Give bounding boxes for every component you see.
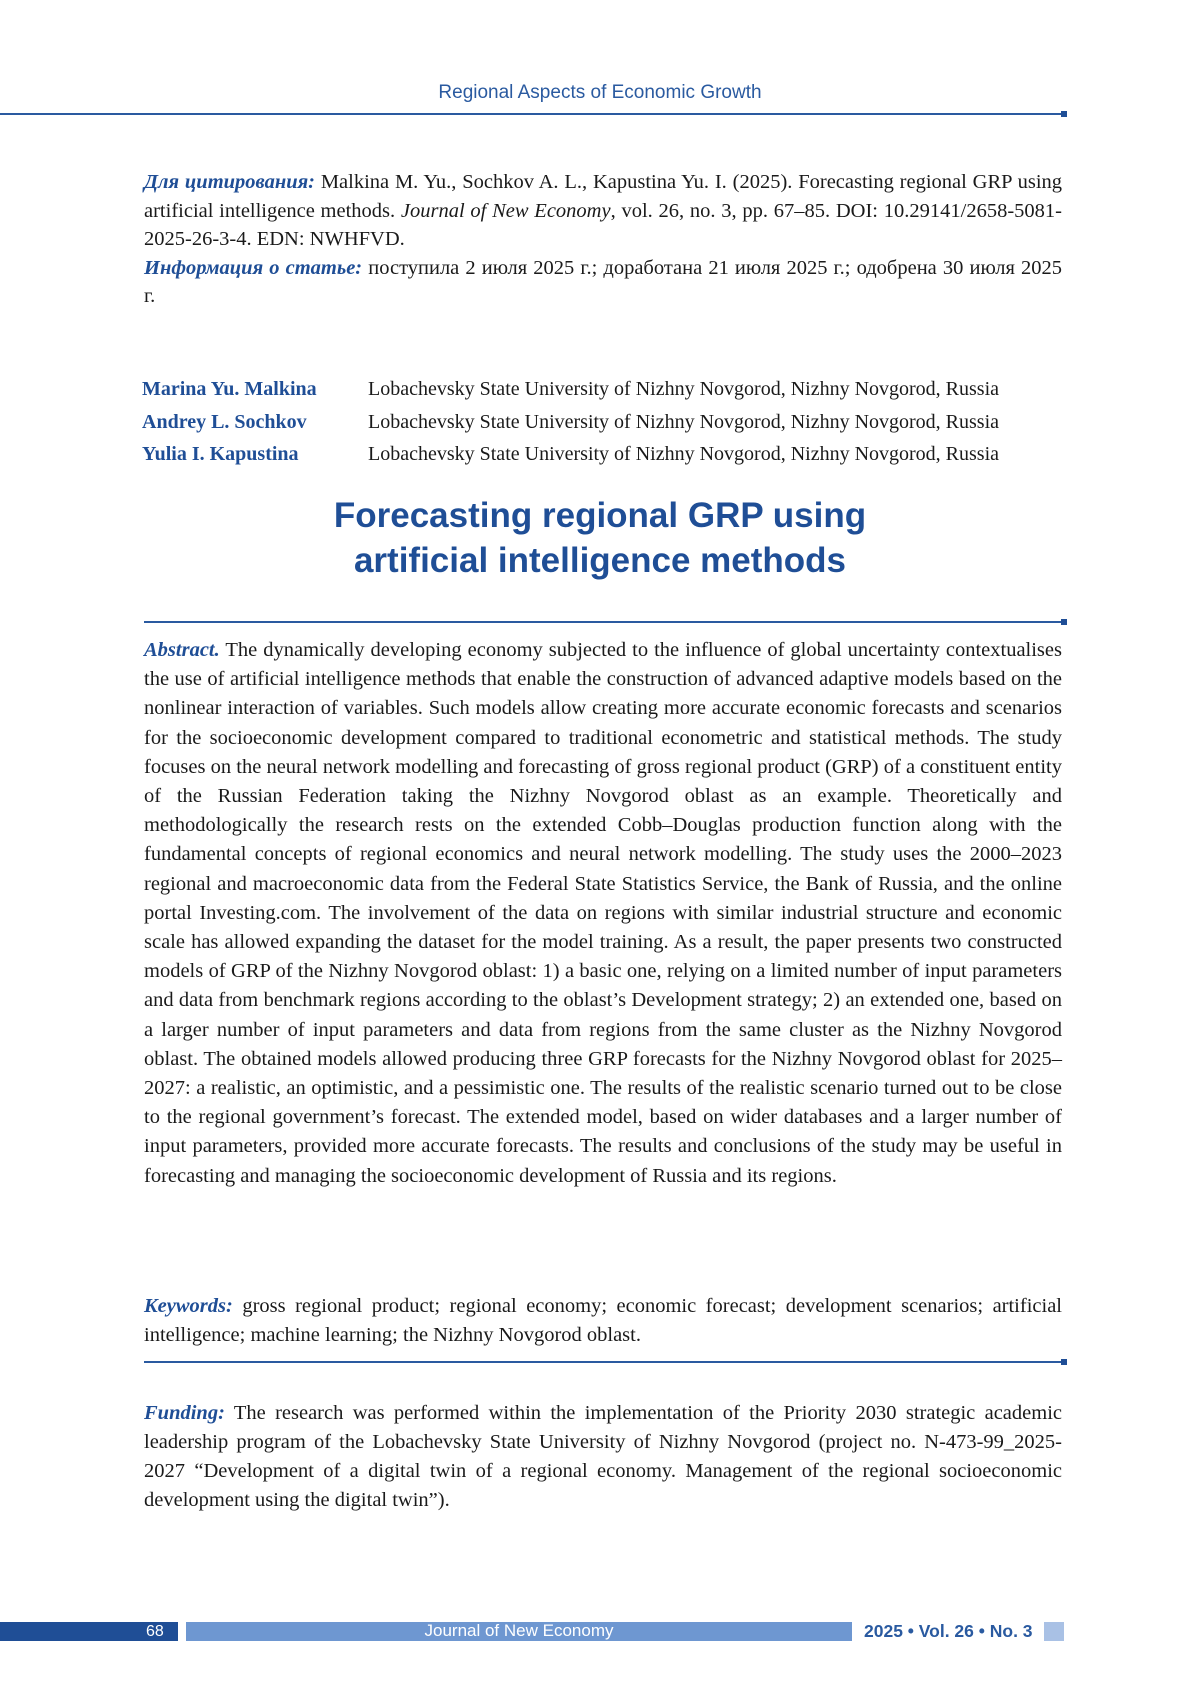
title-line-2: artificial intelligence methods [0, 538, 1200, 583]
header-rule [0, 113, 1064, 115]
author-name: Yulia I. Kapustina [142, 443, 299, 466]
abstract-text: The dynamically developing economy subjected to the influence of global uncertainty contextualises the use of artificial intelligence methods that enable the construction of advanced adaptive models based on the nonlinear interaction of variables. Such models allow creating more accurate economic forecasts and scenarios for the socioeconomic development compared to traditional econometric and statistical methods. The study focuses on the neural network modelling and forecasting of gross regional product (GRP) of a constituent entity of the Russian Federation taking the Nizhny Novgorod oblast as an example. Theoretically and methodologically the research rests on the extended Cobb–Douglas production function along with the fundamental concepts of regional economics and neural network modelling. The study uses the 2000–2023 regional and macroeconomic data from the Federal State Statistics Service, the Bank of Russia, and the online portal Investing.com. The involvement of the data on regions with similar industrial structure and economic scale has allowed expanding the dataset for the model training. As a result, the paper presents two constructed models of GRP of the Nizhny Novgorod oblast: 1) a basic one, relying on a limited number of input parameters and data from benchmark regions according to the oblast’s Development strategy; 2) an extended one, based on a larger number of input parameters and data from regions from the same cluster as the Nizhny Novgorod oblast. The obtained models allowed producing three GRP forecasts for the Nizhny Novgorod oblast for 2025–2027: a realistic, an optimistic, and a pessimistic one. The results of the realistic scenario turned out to be close to the regional government’s forecast. The extended model, based on wider databases and a larger number of input parameters, provided more accurate forecasts. The results and conclusions of the study may be useful in forecasting and managing the socioeconomic development of Russia and its regions. [144, 639, 1062, 1187]
abstract-block [144, 636, 1062, 1191]
author-affiliation: Lobachevsky State University of Nizhny Novgorod, Nizhny Novgorod, Russia [368, 411, 999, 434]
author-affiliation: Lobachevsky State University of Nizhny Novgorod, Nizhny Novgorod, Russia [368, 443, 999, 466]
keywords-text: gross regional product; regional economy; economic forecast; development scenarios; artificial intelligence; machine learning; the Nizhny Novgorod oblast. [144, 1295, 1062, 1346]
page-number: 68 [146, 1623, 164, 1641]
abstract-label: Abstract. [144, 639, 220, 661]
title-rule-end [1061, 619, 1067, 625]
footer-issue: 2025 • Vol. 26 • No. 3 [864, 1621, 1033, 1642]
running-header: Regional Aspects of Economic Growth [0, 82, 1200, 104]
author-name: Marina Yu. Malkina [142, 378, 317, 401]
keywords-block [144, 1292, 1062, 1350]
citation-label: Для цитирования: [144, 171, 315, 193]
title-rule [144, 621, 1064, 623]
article-title [0, 493, 1200, 583]
citation-text-after: , vol. 26, no. 3, pp. 67–85. DOI: 10.29141/2658-5081-2025-26-3-4. EDN: NWHFVD. [144, 200, 1062, 251]
author-affiliation: Lobachevsky State University of Nizhny Novgorod, Nizhny Novgorod, Russia [368, 378, 999, 401]
footer-journal-name: Journal of New Economy [186, 1621, 852, 1641]
header-rule-end [1061, 111, 1067, 117]
article-info-text: поступила 2 июля 2025 г.; доработана 21 июля 2025 г.; одобрена 30 июля 2025 г. [144, 257, 1062, 308]
funding-label: Funding: [144, 1402, 225, 1424]
funding-block [144, 1399, 1062, 1515]
keywords-label: Keywords: [144, 1295, 233, 1317]
title-line-1: Forecasting regional GRP using [0, 493, 1200, 538]
citation-text-before: Malkina M. Yu., Sochkov A. L., Kapustina Yu. I. (2025). Forecasting regional GRP using artificial intelligence methods. [144, 171, 1062, 222]
keywords-rule-end [1061, 1359, 1067, 1365]
citation-journal: Journal of New Economy [401, 200, 611, 222]
citation-block [144, 168, 1062, 311]
funding-text: The research was performed within the implementation of the Priority 2030 strategic academic leadership program of the Lobachevsky State University of Nizhny Novgorod (project no. N-473-99_2025-2027 “Development of a digital twin of a regional economy. Management of the regional socioeconomic development using the digital twin”). [144, 1402, 1062, 1511]
keywords-rule [144, 1361, 1064, 1363]
author-name: Andrey L. Sochkov [142, 411, 307, 434]
footer-end-square [1044, 1622, 1064, 1641]
article-info-label: Информация о статье: [144, 257, 362, 279]
